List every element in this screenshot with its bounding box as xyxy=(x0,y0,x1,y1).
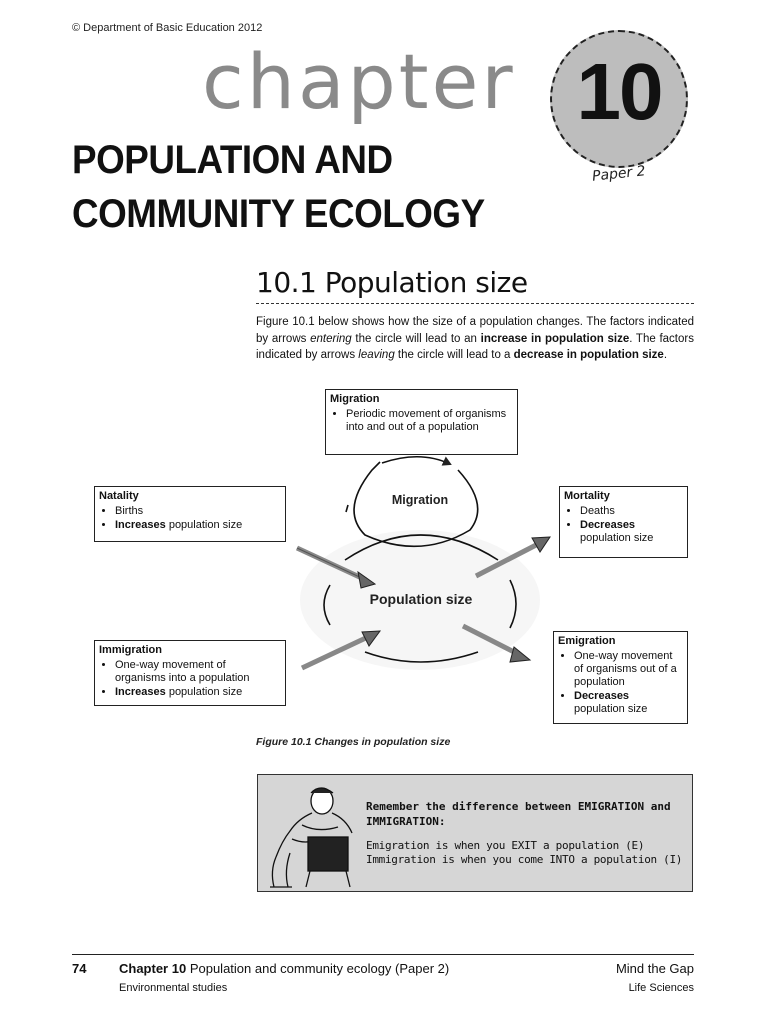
mortality-box-title: Mortality xyxy=(564,490,610,502)
emigration-bullet-2: • Decreases population size xyxy=(574,690,681,716)
emigration-bullet-1: • One-way movement of organisms out of a population xyxy=(574,650,681,689)
immigration-box-title: Immigration xyxy=(99,644,162,656)
chapter-word: chapter xyxy=(202,37,516,126)
population-size-label: Population size xyxy=(369,591,473,607)
immigration-bullet-2: • Increases population size xyxy=(115,686,279,699)
figure-caption: Figure 10.1 Changes in population size xyxy=(256,736,451,748)
footer-brand: Mind the Gap xyxy=(615,961,694,976)
chapter-number: 10 xyxy=(576,47,662,136)
mortality-bullet-2: • Decreases population size xyxy=(580,519,681,545)
migration-loop-label: Migration xyxy=(391,493,449,507)
reminder-box xyxy=(257,774,693,892)
natality-bullet-1: • Births xyxy=(115,505,279,518)
copyright-notice: © Department of Basic Education 2012 xyxy=(72,22,263,34)
student-illustration-icon xyxy=(262,779,362,889)
mortality-box xyxy=(559,486,688,558)
immigration-box xyxy=(94,640,286,706)
reminder-line-immigration: Immigration is when you come INTO a population (I) xyxy=(366,853,683,866)
intro-paragraph: Figure 10.1 below shows how the size of a population changes. The factors indicated by arrows entering the circle will lead to an increase in population size. The factors indicated by arrows leaving the circle will lead to a decrease in population size. xyxy=(256,316,694,361)
natality-bullet-2: • Increases population size xyxy=(115,519,279,532)
footer-divider xyxy=(72,954,694,955)
footer-subtitle-right: Life Sciences xyxy=(628,982,694,994)
migration-bullet-1: • Periodic movement of organisms into and out of a population xyxy=(346,408,511,434)
emigration-box xyxy=(553,631,688,724)
section-heading: 10.1 Population size xyxy=(256,266,528,299)
reminder-line-emigration: Emigration is when you EXIT a population (E) xyxy=(366,839,645,852)
mortality-bullet-1: • Deaths xyxy=(580,505,681,518)
emigration-box-title: Emigration xyxy=(558,635,616,647)
migration-loop-tick xyxy=(346,505,348,512)
chapter-title-line-2: COMMUNITY ECOLOGY xyxy=(72,192,485,236)
natality-box xyxy=(94,486,286,542)
migration-box xyxy=(325,389,518,455)
paper-label: Paper 2 xyxy=(591,163,647,185)
footer-chapter-title: Chapter 10 Population and community ecology (Paper 2) xyxy=(119,961,450,976)
page-number: 74 xyxy=(72,961,87,976)
migration-box-title: Migration xyxy=(330,393,380,405)
reminder-heading: Remember the difference between EMIGRATION and IMMIGRATION: xyxy=(366,800,671,828)
migration-loop-top-arrow xyxy=(382,457,450,464)
natality-box-title: Natality xyxy=(99,490,139,502)
chapter-title-line-1: POPULATION AND xyxy=(72,138,393,182)
immigration-bullet-1: • One-way movement of organisms into a population xyxy=(115,659,279,685)
footer-subtitle-left: Environmental studies xyxy=(119,982,228,994)
